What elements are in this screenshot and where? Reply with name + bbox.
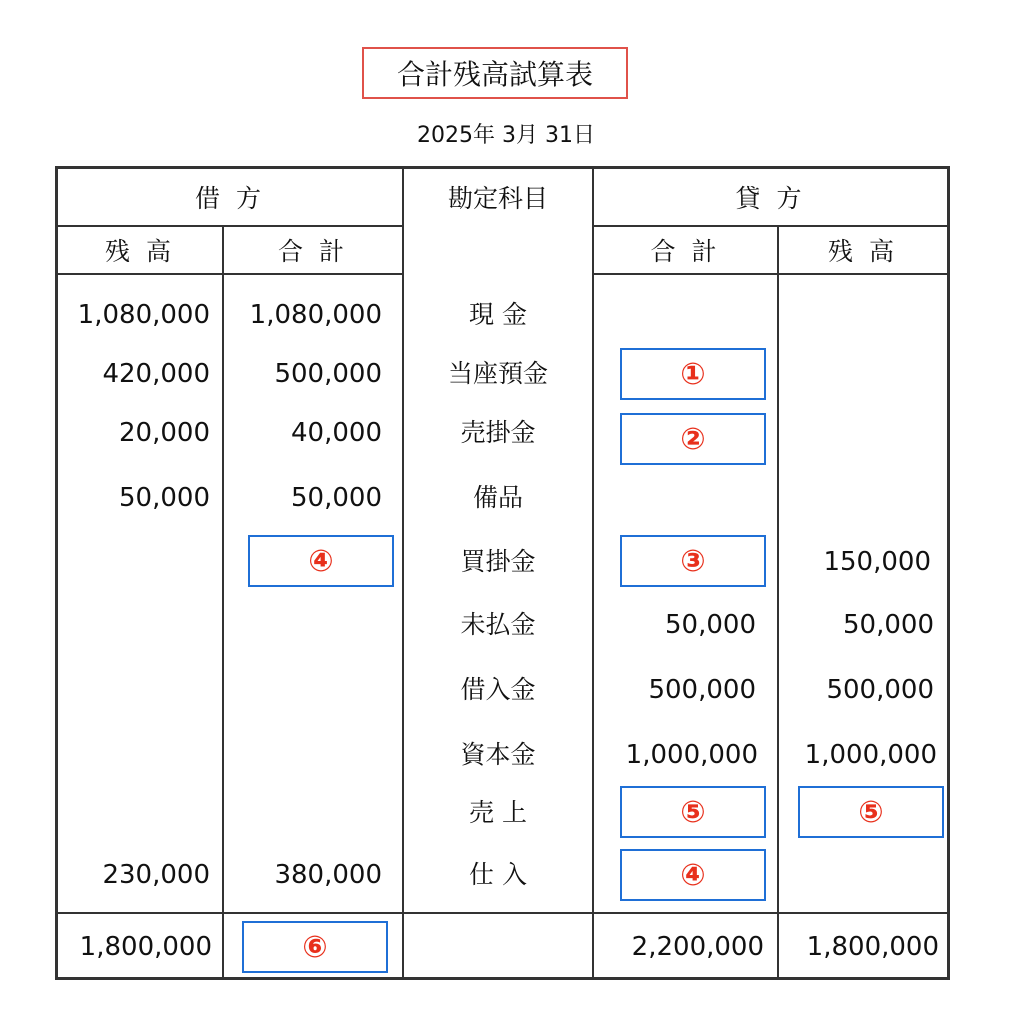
header-debit-total: 合 計: [278, 237, 348, 266]
total-credit-balance: 1,800,000: [806, 932, 939, 962]
header-debit: 借 方: [195, 184, 265, 213]
debit-total-cell: 1,080,000: [249, 300, 382, 330]
answer-blank[interactable]: ⑤: [620, 786, 766, 838]
debit-total-cell: 500,000: [274, 359, 382, 389]
debit-balance-cell: 230,000: [102, 860, 210, 890]
debit-balance-cell: 1,080,000: [77, 300, 210, 330]
answer-blank[interactable]: ②: [620, 413, 766, 465]
account-name: 借入金: [460, 675, 536, 704]
answer-blank[interactable]: ①: [620, 348, 766, 400]
header-credit: 貸 方: [735, 184, 806, 213]
answer-blank[interactable]: ④: [620, 849, 766, 901]
credit-balance-cell: 1,000,000: [804, 740, 937, 770]
answer-blank[interactable]: ⑥: [242, 921, 388, 973]
credit-total-cell: 500,000: [648, 675, 756, 705]
total-debit-balance: 1,800,000: [79, 932, 212, 962]
document-date: 2025年 3月 31日: [417, 123, 595, 148]
account-name: 買掛金: [460, 547, 536, 576]
credit-total-cell: 50,000: [665, 610, 756, 640]
account-name: 売掛金: [460, 418, 536, 447]
answer-blank[interactable]: ④: [248, 535, 394, 587]
credit-balance-cell: 50,000: [843, 610, 934, 640]
debit-balance-cell: 420,000: [102, 359, 210, 389]
answer-blank[interactable]: ③: [620, 535, 766, 587]
account-name: 現 金: [469, 300, 527, 329]
column-divider: [222, 914, 224, 977]
debit-balance-cell: 50,000: [119, 483, 210, 513]
trial-balance-table: [55, 166, 950, 980]
credit-balance-cell: 150,000: [823, 547, 931, 577]
header-debit-balance: 残 高: [105, 237, 175, 266]
credit-balance-cell: 500,000: [826, 675, 934, 705]
row-divider: [58, 273, 402, 275]
header-account: 勘定科目: [447, 184, 548, 213]
account-name: 資本金: [460, 740, 536, 769]
header-credit-balance: 残 高: [828, 237, 898, 266]
header-credit-total: 合 計: [650, 237, 721, 266]
total-credit-total: 2,200,000: [631, 932, 764, 962]
account-name: 当座預金: [447, 359, 548, 388]
account-name: 未払金: [460, 610, 536, 639]
credit-total-cell: 1,000,000: [625, 740, 758, 770]
answer-blank[interactable]: ⑤: [798, 786, 944, 838]
column-divider: [777, 225, 779, 977]
document-title: 合計残高試算表: [362, 47, 628, 99]
debit-total-cell: 40,000: [291, 418, 382, 448]
debit-total-cell: 380,000: [274, 860, 382, 890]
debit-total-cell: 50,000: [291, 483, 382, 513]
debit-balance-cell: 20,000: [119, 418, 210, 448]
account-name: 仕 入: [469, 860, 527, 889]
row-divider: [592, 273, 947, 275]
account-name: 売 上: [469, 798, 527, 827]
totals-divider: [58, 912, 947, 914]
account-name: 備品: [472, 483, 523, 512]
